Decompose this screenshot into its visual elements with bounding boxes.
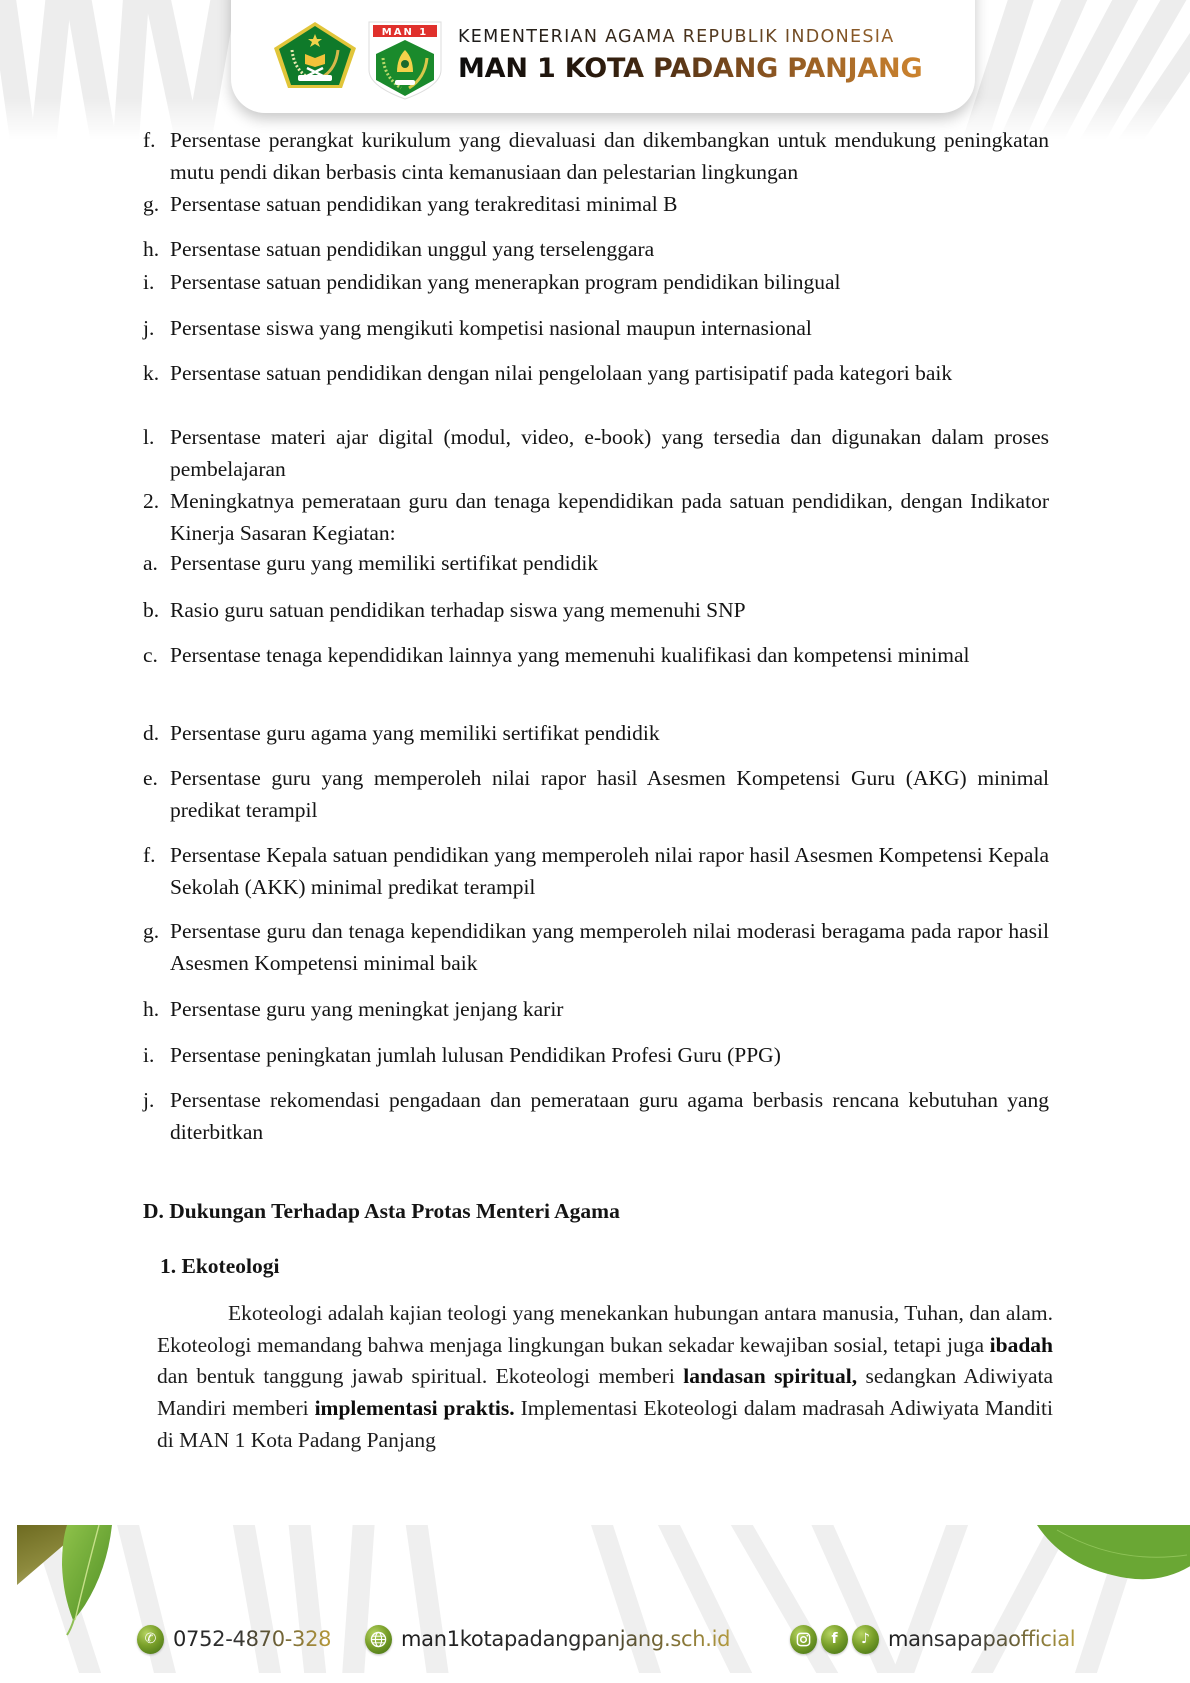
list-item (143, 1085, 1049, 1148)
instagram-icon[interactable] (790, 1625, 817, 1654)
kemenag-logo (272, 20, 358, 90)
ekoteologi-paragraph (157, 1298, 1053, 1457)
list-item-text: Persentase guru dan tenaga kependidikan yang memperoleh nilai moderasi beragama pada rapor hasil Asesmen Kompetensi minimal baik (170, 919, 1049, 975)
phone-icon: ✆ (137, 1625, 164, 1654)
list-marker: e. (143, 766, 158, 790)
social-handle: mansapapaofficial (888, 1627, 1076, 1651)
list-item-text: Persentase satuan pendidikan yang terakreditasi minimal B (170, 192, 678, 216)
list-item-text: Persentase guru agama yang memiliki sertifikat pendidik (170, 721, 660, 745)
list-item (143, 548, 1049, 580)
list-item-text: Persentase satuan pendidikan yang menerapkan program pendidikan bilingual (170, 270, 841, 294)
subsection-heading: 1. Ekoteologi (160, 1254, 280, 1278)
paragraph-text: dan bentuk tanggung jawab spiritual. Ekoteologi memberi (157, 1364, 684, 1389)
list-item-text: Rasio guru satuan pendidikan terhadap siswa yang memenuhi SNP (170, 598, 746, 622)
list-item-text: Persentase siswa yang mengikuti kompetisi nasional maupun internasional (170, 316, 812, 340)
list-marker: c. (143, 643, 158, 667)
paragraph-text: Ekoteologi adalah kajian teologi yang menekankan hubungan antara manusia, Tuhan, dan alam. Ekoteologi memandang bahwa menjaga lingkungan bukan sekadar kewajiban sosial, tetapi juga (157, 1301, 1053, 1357)
paragraph-bold-ibadah: ibadah (989, 1332, 1053, 1357)
footer-social[interactable] (790, 1624, 1075, 1654)
list-item (143, 718, 1049, 750)
list-item (143, 763, 1049, 826)
list-item-text: Persentase Kepala satuan pendidikan yang memperoleh nilai rapor hasil Asesmen Kompetensi Kepala Sekolah (AKK) minimal predikat terampil (170, 843, 1049, 899)
leaf-decoration-icon (37, 1525, 112, 1640)
list-marker: d. (143, 721, 160, 745)
list-marker: j. (143, 316, 155, 340)
list-item (143, 189, 1049, 221)
target-2 (143, 486, 1049, 549)
list-item (143, 840, 1049, 903)
facebook-icon[interactable]: f (821, 1625, 848, 1654)
list-marker: j. (143, 1088, 155, 1112)
list-marker: a. (143, 551, 158, 575)
list-item (143, 125, 1049, 188)
list-item-text: Persentase peningkatan jumlah lulusan Pendidikan Profesi Guru (PPG) (170, 1043, 781, 1067)
website-url: man1kotapadangpanjang.sch.id (401, 1627, 731, 1651)
list-item-text: Persentase guru yang memperoleh nilai rapor hasil Asesmen Kompetensi Guru (AKG) minimal predikat terampil (170, 766, 1049, 822)
section-heading: D. Dukungan Terhadap Asta Protas Menteri Agama (143, 1199, 620, 1223)
list-item-text: Persentase materi ajar digital (modul, video, e-book) yang tersedia dan digunakan dalam proses pembelajaran (170, 425, 1049, 481)
leaf-decoration-icon (1037, 1525, 1190, 1585)
paragraph-bold-implementasi: implementasi praktis. (314, 1396, 515, 1421)
footer-phone[interactable] (137, 1624, 331, 1654)
list-item (143, 916, 1049, 979)
paragraph-bold-landasan: landasan spiritual, (683, 1364, 858, 1389)
target-2-text: Meningkatnya pemerataan guru dan tenaga kependidikan pada satuan pendidikan, dengan Indikator Kinerja Sasaran Kegiatan: (170, 489, 1049, 545)
list-item-text: Persentase satuan pendidikan dengan nilai pengelolaan yang partisipatif pada kategori baik (170, 361, 953, 385)
list-item (143, 234, 1049, 266)
letterhead-text (458, 25, 922, 86)
list-marker: f. (143, 128, 156, 152)
tiktok-icon[interactable]: ♪ (852, 1625, 879, 1654)
list-marker: f. (143, 843, 156, 867)
list-marker: g. (143, 192, 160, 216)
list-item-text: Persentase guru yang meningkat jenjang karir (170, 997, 564, 1021)
list-item (143, 595, 1049, 627)
list-item-text: Persentase guru yang memiliki sertifikat pendidik (170, 551, 599, 575)
list-item-text: Persentase satuan pendidikan unggul yang terselenggara (170, 237, 655, 261)
phone-number: 0752-4870-328 (173, 1627, 332, 1651)
list-item (143, 994, 1049, 1026)
list-marker: i. (143, 270, 155, 294)
man1-logo (367, 20, 443, 100)
paragraph-text: Implementasi Ekoteologi dalam madrasah Adiwiyata Manditi di MAN 1 Kota Padang Panjang (157, 1396, 1054, 1452)
list-marker: l. (143, 425, 155, 449)
list-marker: h. (143, 997, 160, 1021)
list-item-text: Persentase tenaga kependidikan lainnya yang memenuhi kualifikasi dan kompetensi minimal (170, 643, 970, 667)
list-item (143, 1040, 1049, 1072)
list-item (143, 358, 1049, 390)
globe-icon (365, 1625, 392, 1654)
list-item (143, 422, 1049, 485)
footer-website[interactable] (365, 1624, 730, 1654)
list-item-text: Persentase rekomendasi pengadaan dan pemerataan guru agama berbasis rencana kebutuhan yang diterbitkan (170, 1088, 1049, 1144)
man1-logo-badge: MAN 1 (381, 27, 429, 38)
list-marker: g. (143, 919, 160, 943)
list-item (143, 640, 1049, 672)
paragraph-text: sedangkan Adiwiyata Mandiri memberi (157, 1364, 1053, 1421)
list-item (143, 313, 1049, 345)
list-marker: b. (143, 598, 160, 622)
list-item (143, 267, 1049, 299)
list-item-text: Persentase perangkat kurikulum yang dievaluasi dan dikembangkan untuk mendukung peningkatan mutu pendi dikan berbasis cinta kemanusiaan dan pelestarian lingkungan (170, 128, 1049, 184)
list-marker: i. (143, 1043, 155, 1067)
ministry-name: KEMENTERIAN AGAMA REPUBLIK INDONESIA (458, 25, 922, 49)
school-name: MAN 1 KOTA PADANG PANJANG (458, 53, 923, 84)
list-marker: k. (143, 361, 160, 385)
list-marker: 2. (143, 489, 160, 513)
list-marker: h. (143, 237, 160, 261)
